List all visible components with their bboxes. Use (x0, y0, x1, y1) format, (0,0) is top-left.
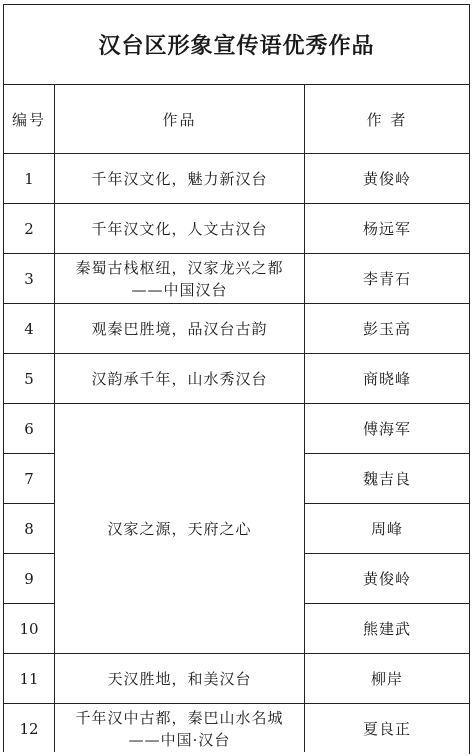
work-cell (55, 704, 305, 754)
author-cell: 黄俊岭 (305, 554, 470, 604)
work-line: 千年汉文化，人文古汉台 (91, 219, 268, 238)
row-number: 12 (4, 704, 55, 754)
author-cell: 周峰 (305, 504, 470, 554)
work-cell (55, 654, 305, 704)
title-row (4, 5, 470, 85)
work-line: 汉家之源，天府之心 (107, 519, 252, 538)
work-line: 汉韵承千年，山水秀汉台 (91, 369, 268, 388)
table-row (4, 654, 470, 704)
author-cell: 李青石 (305, 254, 470, 304)
table-row (4, 254, 470, 304)
author-cell: 傅海军 (305, 404, 470, 454)
work-cell (55, 354, 305, 404)
header-number: 编号 (4, 85, 55, 154)
row-number: 10 (4, 604, 55, 654)
award-table-document (3, 4, 469, 756)
author-cell: 熊建武 (305, 604, 470, 654)
work-line: ——中国·汉台 (128, 730, 231, 749)
row-number: 8 (4, 504, 55, 554)
author-cell: 商晓峰 (305, 354, 470, 404)
work-line: 千年汉文化，魅力新汉台 (91, 169, 268, 188)
row-number: 11 (4, 654, 55, 704)
row-number: 1 (4, 154, 55, 204)
row-number: 5 (4, 354, 55, 404)
work-line: 秦蜀古栈枢纽，汉家龙兴之都 (75, 258, 284, 277)
author-cell: 彭玉高 (305, 304, 470, 354)
table-row (4, 404, 470, 454)
author-cell: 魏吉良 (305, 454, 470, 504)
header-row (4, 85, 470, 154)
work-line: ——中国汉台 (131, 280, 228, 299)
row-number: 4 (4, 304, 55, 354)
row-number: 2 (4, 204, 55, 254)
author-cell: 柳岸 (305, 654, 470, 704)
author-cell: 黄俊岭 (305, 154, 470, 204)
row-number: 3 (4, 254, 55, 304)
author-cell: 夏良正 (305, 704, 470, 754)
header-work: 作品 (55, 85, 305, 154)
work-cell (55, 304, 305, 354)
table-row (4, 354, 470, 404)
work-line: 观秦巴胜境，品汉台古韵 (91, 319, 268, 338)
row-number: 7 (4, 454, 55, 504)
header-author: 作 者 (305, 85, 470, 154)
author-cell: 杨远军 (305, 204, 470, 254)
work-line: 天汉胜地，和美汉台 (107, 669, 252, 688)
page-edge (3, 752, 469, 756)
work-cell (55, 154, 305, 204)
table-row (4, 304, 470, 354)
table-row (4, 204, 470, 254)
row-number: 9 (4, 554, 55, 604)
work-cell (55, 254, 305, 304)
table-row (4, 154, 470, 204)
table-row (4, 704, 470, 754)
row-number: 6 (4, 404, 55, 454)
work-line: 千年汉中古都，秦巴山水名城 (75, 708, 284, 727)
work-cell-merged (55, 404, 305, 654)
table-title: 汉台区形象宣传语优秀作品 (4, 5, 470, 85)
works-table (3, 4, 470, 754)
work-cell (55, 204, 305, 254)
